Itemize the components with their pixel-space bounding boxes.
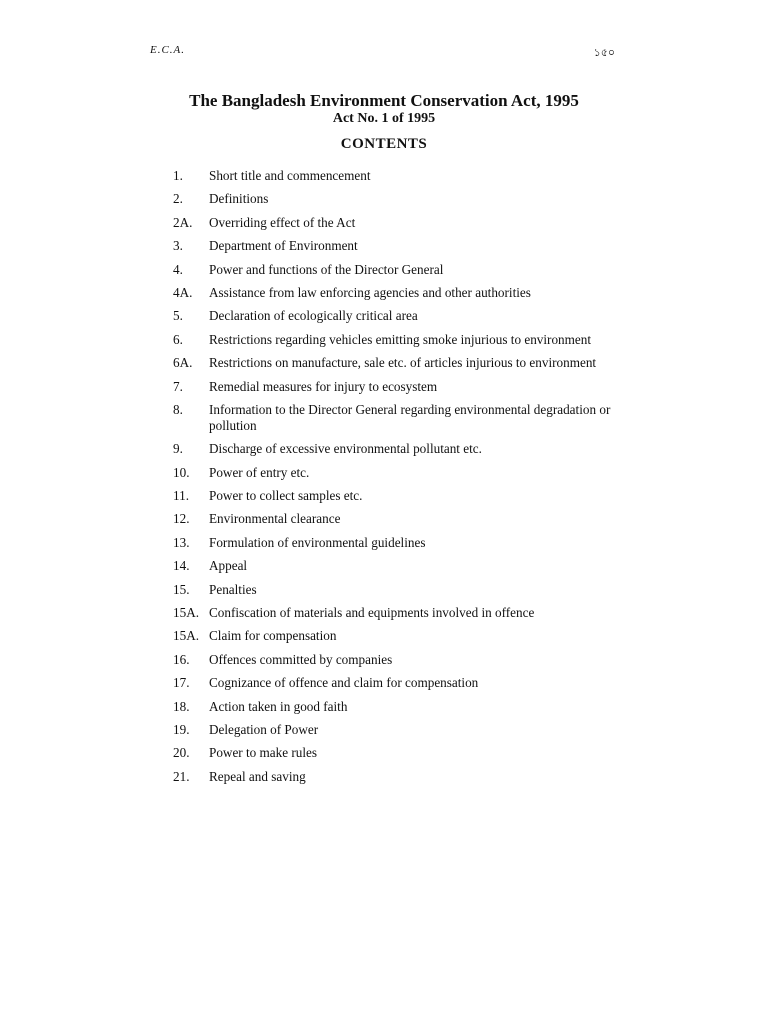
running-head-left: E.C.A. (150, 44, 186, 56)
toc-entry-title: Confiscation of materials and equipments involved in offence (209, 605, 535, 621)
toc-entry (173, 285, 633, 301)
toc-entry (173, 558, 633, 574)
toc-entry (173, 605, 633, 621)
toc-entry-title: Restrictions regarding vehicles emitting smoke injurious to environment (209, 331, 591, 347)
toc-entry-title: Power to collect samples etc. (209, 488, 363, 504)
toc-entry (173, 191, 633, 207)
toc-entry-number: 7. (173, 378, 183, 394)
toc-entry-title: Cognizance of offence and claim for compensation (209, 675, 479, 691)
toc-entry-number: 2. (173, 191, 183, 207)
toc-entry-title: Environmental clearance (209, 511, 341, 527)
toc-entry-number: 14. (173, 558, 190, 574)
toc-entry (173, 488, 633, 504)
toc-entry-number: 3. (173, 238, 183, 254)
toc-entry-title: Remedial measures for injury to ecosystem (209, 378, 438, 394)
toc-entry-number: 13. (173, 534, 190, 550)
toc-entry-title: Repeal and saving (209, 768, 306, 784)
toc-entry-title: Action taken in good faith (209, 698, 348, 714)
toc-entry-title: Information to the Director General regarding environmental degradation or pollution (209, 401, 611, 433)
toc-entry-number: 10. (173, 464, 190, 480)
toc-entry (173, 402, 633, 434)
toc-entry-number: 5. (173, 308, 183, 324)
toc-entry-title: Power of entry etc. (209, 464, 310, 480)
toc-entry (173, 355, 633, 371)
toc-entry-number: 11. (173, 488, 189, 504)
toc-entry-title: Power to make rules (209, 745, 318, 761)
toc-entry (173, 441, 633, 457)
toc-entry-number: 6. (173, 331, 183, 347)
toc-entry (173, 699, 633, 715)
table-of-contents (173, 168, 633, 792)
toc-entry-title: Declaration of ecologically critical area (209, 308, 418, 324)
toc-entry-number: 18. (173, 698, 190, 714)
toc-entry-title: Discharge of excessive environmental pollutant etc. (209, 441, 482, 457)
toc-entry (173, 675, 633, 691)
toc-entry-number: 15. (173, 581, 190, 597)
toc-entry (173, 262, 633, 278)
toc-entry-title: Definitions (209, 191, 269, 207)
contents-heading: CONTENTS (340, 136, 428, 152)
toc-entry (173, 168, 633, 184)
toc-entry (173, 308, 633, 324)
toc-entry (173, 769, 633, 785)
document-subtitle: Act No. 1 of 1995 (332, 111, 436, 126)
toc-entry-number: 4A. (173, 284, 193, 300)
toc-entry (173, 722, 633, 738)
toc-entry-number: 9. (173, 441, 183, 457)
toc-entry (173, 628, 633, 644)
toc-entry (173, 332, 633, 348)
toc-entry (173, 215, 633, 231)
toc-entry-number: 8. (173, 401, 183, 417)
toc-entry-number: 6A. (173, 355, 193, 371)
toc-entry-title: Appeal (209, 558, 248, 574)
toc-entry-number: 20. (173, 745, 190, 761)
toc-entry-number: 15A. (173, 605, 200, 621)
toc-entry-title: Claim for compensation (209, 628, 337, 644)
toc-entry-number: 21. (173, 768, 190, 784)
toc-entry-number: 1. (173, 168, 183, 183)
toc-entry-title: Department of Environment (209, 238, 358, 254)
document-title: The Bangladesh Environment Conservation Act, 1995 (189, 91, 579, 110)
toc-entry-title: Restrictions on manufacture, sale etc. of articles injurious to environment (209, 355, 597, 371)
toc-entry (173, 535, 633, 551)
page-number: ১৫০ (593, 47, 615, 59)
toc-entry-number: 16. (173, 651, 190, 667)
toc-entry-title: Formulation of environmental guidelines (209, 534, 426, 550)
toc-entry (173, 652, 633, 668)
toc-entry-title: Assistance from law enforcing agencies and other authorities (209, 284, 531, 300)
toc-entry (173, 582, 633, 598)
toc-entry-title: Offences committed by companies (209, 651, 393, 667)
toc-entry-number: 15A. (173, 628, 200, 644)
toc-entry-title: Short title and commencement (209, 168, 371, 183)
toc-entry-title: Penalties (209, 581, 257, 597)
toc-entry-title: Overriding effect of the Act (209, 214, 356, 230)
toc-entry-number: 12. (173, 511, 190, 527)
toc-entry (173, 465, 633, 481)
toc-entry-title: Delegation of Power (209, 721, 319, 737)
toc-entry-title: Power and functions of the Director General (209, 261, 444, 277)
toc-entry-number: 19. (173, 721, 190, 737)
toc-entry (173, 511, 633, 527)
toc-entry (173, 745, 633, 761)
toc-entry-number: 2A. (173, 214, 193, 230)
toc-entry (173, 379, 633, 395)
toc-entry (173, 238, 633, 254)
toc-entry-number: 4. (173, 261, 183, 277)
toc-entry-number: 17. (173, 675, 190, 691)
